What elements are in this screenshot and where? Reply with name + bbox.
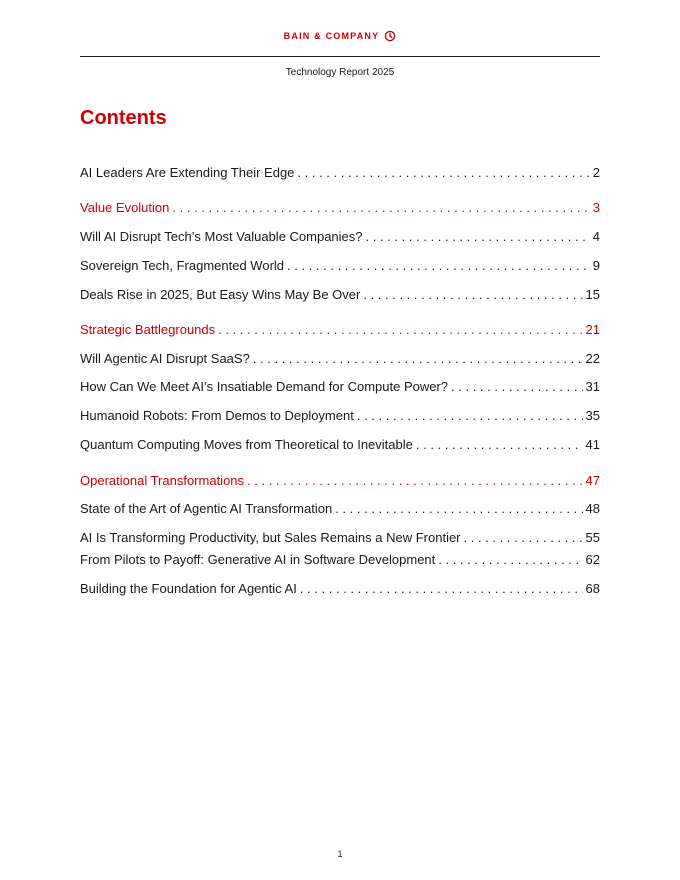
toc-entry[interactable] bbox=[80, 530, 600, 546]
toc-section[interactable] bbox=[80, 322, 600, 338]
toc-entry-page: 9 bbox=[592, 258, 600, 273]
toc-entry-page: 41 bbox=[585, 437, 600, 452]
leader-dots bbox=[218, 322, 582, 338]
leader-dots bbox=[335, 501, 582, 517]
bain-logo-icon bbox=[384, 30, 396, 42]
brand-name: BAIN & COMPANY bbox=[283, 31, 380, 41]
toc-entry[interactable] bbox=[80, 581, 600, 597]
toc-section-page: 47 bbox=[585, 473, 600, 488]
leader-dots bbox=[172, 200, 589, 216]
leader-dots bbox=[247, 473, 583, 489]
toc-entry-page: 31 bbox=[585, 379, 600, 394]
toc-section-title: Operational Transformations bbox=[80, 473, 245, 488]
toc-entry[interactable] bbox=[80, 408, 600, 424]
toc-entry-page: 55 bbox=[585, 530, 600, 545]
toc-section-title: Value Evolution bbox=[80, 200, 170, 215]
toc-entry-title: Will AI Disrupt Tech’s Most Valuable Companies? bbox=[80, 229, 363, 244]
toc-entry[interactable] bbox=[80, 437, 600, 453]
leader-dots bbox=[357, 408, 583, 424]
brand-logo bbox=[0, 30, 680, 42]
leader-dots bbox=[300, 581, 583, 597]
leader-dots bbox=[253, 351, 583, 367]
toc-entry-title: Building the Foundation for Agentic AI bbox=[80, 581, 297, 596]
leader-dots bbox=[464, 530, 583, 546]
toc-entry-title: Quantum Computing Moves from Theoretical to Inevitable bbox=[80, 437, 413, 452]
toc-section-page: 3 bbox=[592, 200, 600, 215]
toc-section-title: Strategic Battlegrounds bbox=[80, 322, 216, 337]
toc-entry-page: 4 bbox=[592, 229, 600, 244]
toc-entry[interactable] bbox=[80, 351, 600, 367]
toc-entry[interactable] bbox=[80, 165, 600, 181]
toc-entry[interactable] bbox=[80, 501, 600, 517]
toc-entry-title: Humanoid Robots: From Demos to Deployment bbox=[80, 408, 354, 423]
leader-dots bbox=[451, 379, 583, 395]
header-divider bbox=[80, 56, 600, 57]
contents-heading: Contents bbox=[80, 107, 167, 129]
toc-entry-title: Will Agentic AI Disrupt SaaS? bbox=[80, 351, 250, 366]
toc-entry-page: 62 bbox=[585, 552, 600, 567]
leader-dots bbox=[297, 165, 589, 181]
toc-entry-title: State of the Art of Agentic AI Transformation bbox=[80, 501, 333, 516]
toc-entry-page: 22 bbox=[585, 351, 600, 366]
toc-entry[interactable] bbox=[80, 258, 600, 274]
toc-entry-page: 15 bbox=[585, 287, 600, 302]
toc-entry-title: AI Leaders Are Extending Their Edge bbox=[80, 165, 295, 180]
toc-entry[interactable] bbox=[80, 229, 600, 245]
leader-dots bbox=[366, 229, 590, 245]
toc-entry-title: From Pilots to Payoff: Generative AI in Software Development bbox=[80, 552, 436, 567]
toc-entry[interactable] bbox=[80, 379, 600, 395]
page-number: 1 bbox=[337, 849, 343, 859]
toc-section-page: 21 bbox=[585, 322, 600, 337]
leader-dots bbox=[416, 437, 583, 453]
toc-entry-title: AI Is Transforming Productivity, but Sales Remains a New Frontier bbox=[80, 530, 461, 545]
toc-entry-page: 48 bbox=[585, 501, 600, 516]
toc-section[interactable] bbox=[80, 200, 600, 216]
toc-entry-title: Deals Rise in 2025, But Easy Wins May Be Over bbox=[80, 287, 361, 302]
toc-entry-page: 2 bbox=[592, 165, 600, 180]
toc-entry-page: 68 bbox=[585, 581, 600, 596]
report-title: Technology Report 2025 bbox=[285, 67, 395, 78]
toc-entry[interactable] bbox=[80, 287, 600, 303]
toc-entry-title: How Can We Meet AI’s Insatiable Demand for Compute Power? bbox=[80, 379, 449, 394]
leader-dots bbox=[287, 258, 590, 274]
toc-entry-title: Sovereign Tech, Fragmented World bbox=[80, 258, 285, 273]
leader-dots bbox=[438, 552, 582, 568]
leader-dots bbox=[363, 287, 582, 303]
toc-entry[interactable] bbox=[80, 552, 600, 568]
toc-entry-page: 35 bbox=[585, 408, 600, 423]
toc-section[interactable] bbox=[80, 473, 600, 489]
